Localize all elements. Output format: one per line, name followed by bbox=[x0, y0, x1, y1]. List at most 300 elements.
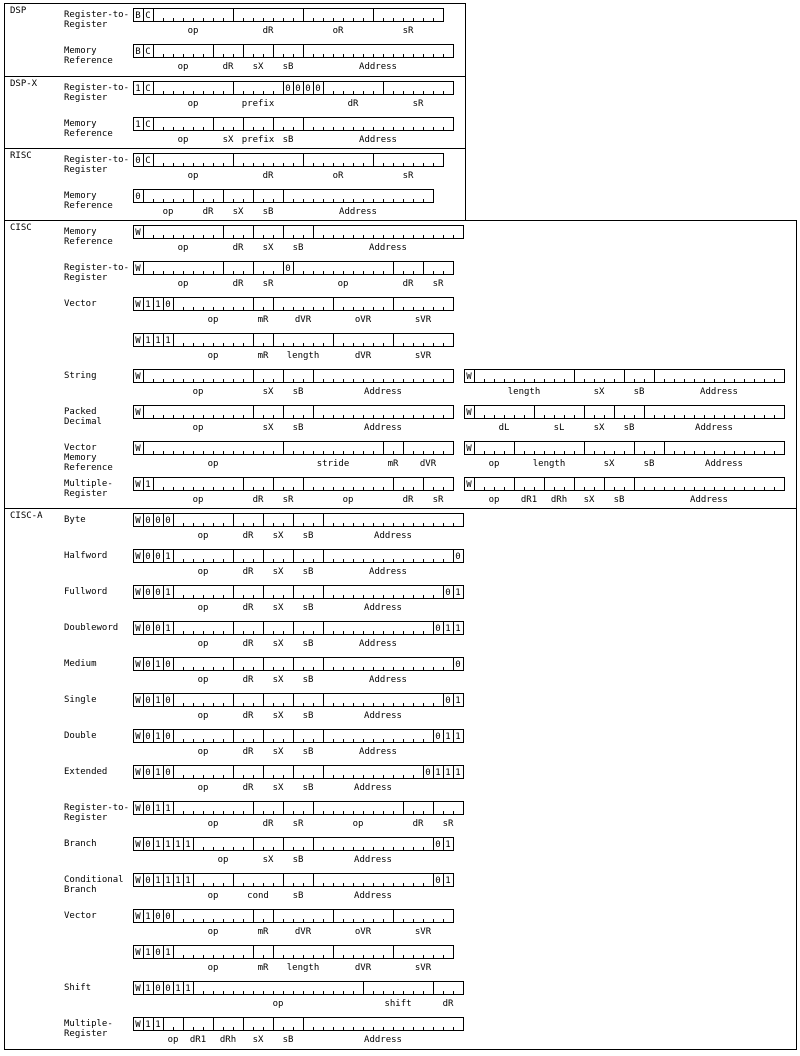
section-cisc-a-row-10-fixed-bit: 1 bbox=[175, 876, 181, 886]
section-cisc-a-row-1-fixed-bit: W bbox=[135, 552, 141, 562]
section-cisc-a-row-6-field-sb: sB bbox=[302, 747, 314, 757]
section-cisc-row-4-right-field-sx: sX bbox=[593, 387, 605, 397]
section-cisc-row-2-field-dvr: dVR bbox=[294, 315, 312, 325]
section-dsp-row-0-field-sr: sR bbox=[402, 26, 414, 36]
section-cisc-a-row-2-fixed-bit: W bbox=[135, 588, 141, 598]
section-cisc-a-row-3-fixed-bit: 1 bbox=[455, 624, 461, 634]
section-cisc-a-row-10-field-address: Address bbox=[354, 891, 392, 901]
section-cisc-a-row-2-field-sb: sB bbox=[302, 603, 314, 613]
section-dsp-x-row-0-field-sr: sR bbox=[412, 99, 424, 109]
section-cisc-a-row-8-label: Register bbox=[64, 813, 108, 823]
section-dsp-row-0-fixed-bit: C bbox=[145, 11, 151, 21]
section-dsp-x-row-0-label: Register-to- bbox=[64, 83, 130, 93]
section-dsp-row-1-field-sx: sX bbox=[252, 62, 264, 72]
section-cisc-row-6-field-mr: mR bbox=[387, 459, 399, 469]
section-cisc-row-7-right-field-drh: dRh bbox=[550, 495, 568, 505]
section-cisc-a-row-8-fixed-bit: W bbox=[135, 804, 141, 814]
section-cisc-a-row-7-fixed-bit: 0 bbox=[425, 768, 431, 778]
section-cisc-a-row-3-field-address: Address bbox=[359, 639, 397, 649]
section-cisc-a-row-14-fixed-bit: 1 bbox=[155, 1020, 161, 1030]
section-title: DSP-X bbox=[10, 79, 38, 89]
section-dsp-x-row-1-field-op: op bbox=[177, 135, 189, 145]
section-cisc-row-4-right-field-sb: sB bbox=[633, 387, 645, 397]
section-cisc-a-row-9-fixed-bit: 1 bbox=[155, 840, 161, 850]
section-cisc-a-row-13-field-dr: dR bbox=[442, 999, 454, 1009]
section-risc-row-0-label: Register bbox=[64, 165, 108, 175]
section-cisc-row-3-field-op: op bbox=[207, 351, 219, 361]
section-cisc-a-row-5-fixed-bit: 1 bbox=[155, 696, 161, 706]
section-cisc-a-row-13-field-shift: shift bbox=[384, 999, 412, 1009]
section-cisc-row-6-label: Reference bbox=[64, 463, 113, 473]
section-risc-row-1-field-sb: sB bbox=[262, 207, 274, 217]
section-dsp-row-0-label: Register-to- bbox=[64, 10, 130, 20]
section-cisc-a-row-2-field-dr: dR bbox=[242, 603, 254, 613]
section-title: CISC-A bbox=[10, 511, 43, 521]
section-cisc-row-5-field-address: Address bbox=[364, 423, 402, 433]
section-cisc-a-row-6-fixed-bit: 0 bbox=[145, 732, 151, 742]
section-dsp-row-1-field-op: op bbox=[177, 62, 189, 72]
section-cisc-a-row-5-field-address: Address bbox=[364, 711, 402, 721]
section-cisc-row-6-field-dvr: dVR bbox=[419, 459, 437, 469]
section-cisc-a-row-10-label: Branch bbox=[64, 885, 97, 895]
section-cisc-a-row-10-fixed-bit: 0 bbox=[435, 876, 441, 886]
section-dsp-row-0-label: Register bbox=[64, 20, 108, 30]
section-cisc-row-7-label: Multiple- bbox=[64, 479, 113, 489]
section-cisc-a-row-13-fixed-bit: 0 bbox=[165, 984, 171, 994]
section-cisc-a-row-0-field-address: Address bbox=[374, 531, 412, 541]
section-cisc-a-row-14-field-sx: sX bbox=[252, 1035, 264, 1045]
section-cisc-a-row-10-fixed-bit: 1 bbox=[155, 876, 161, 886]
section-cisc-a-row-11-field-mr: mR bbox=[257, 927, 269, 937]
section-dsp-row-1-field-address: Address bbox=[359, 62, 397, 72]
section-cisc-row-1-field-op: op bbox=[177, 279, 189, 289]
section-cisc-a-row-1-field-address: Address bbox=[369, 567, 407, 577]
section-cisc-row-6-right-fixed-bit: W bbox=[466, 444, 472, 454]
section-cisc-row-3-fixed-bit: 1 bbox=[155, 336, 161, 346]
section-title: DSP bbox=[10, 6, 27, 16]
section-cisc-a-row-11-fixed-bit: 0 bbox=[155, 912, 161, 922]
section-cisc-row-5-right-field-sl: sL bbox=[553, 423, 565, 433]
section-cisc-a-row-5-fixed-bit: 0 bbox=[165, 696, 171, 706]
section-cisc-row-4-field-address: Address bbox=[364, 387, 402, 397]
section-cisc-a-row-7-fixed-bit: W bbox=[135, 768, 141, 778]
section-cisc-row-2-label: Vector bbox=[64, 299, 97, 309]
section-cisc-row-1-label: Register bbox=[64, 273, 108, 283]
section-cisc-row-2-fixed-bit: 0 bbox=[165, 300, 171, 310]
section-cisc-a-row-3-fixed-bit: 0 bbox=[145, 624, 151, 634]
section-dsp-x-row-1-fixed-bit: C bbox=[145, 120, 151, 130]
section-dsp-x-row-0-fixed-bit: C bbox=[145, 84, 151, 94]
section-cisc-a-row-10-label: Conditional bbox=[64, 875, 124, 885]
section-cisc-row-5-field-sb: sB bbox=[292, 423, 304, 433]
section-cisc-row-7-field-dr: dR bbox=[402, 495, 414, 505]
section-cisc-row-3-fixed-bit: 1 bbox=[165, 336, 171, 346]
section-risc-row-0-fixed-bit: C bbox=[145, 156, 151, 166]
section-cisc-a-row-6-fixed-bit: 0 bbox=[165, 732, 171, 742]
section-cisc-a-row-7-field-address: Address bbox=[354, 783, 392, 793]
section-dsp-x-row-1-field-prefix: prefix bbox=[241, 135, 275, 145]
section-risc-row-1-field-address: Address bbox=[339, 207, 377, 217]
section-cisc-a-row-1-fixed-bit: 0 bbox=[455, 552, 461, 562]
section-cisc-row-4-right-fixed-bit: W bbox=[466, 372, 472, 382]
section-cisc-a-row-4-field-dr: dR bbox=[242, 675, 254, 685]
section-dsp-row-1-field-sb: sB bbox=[282, 62, 294, 72]
section-cisc-a-row-1-field-dr: dR bbox=[242, 567, 254, 577]
section-cisc-a-row-9-fixed-bit: 1 bbox=[185, 840, 191, 850]
section-cisc-row-2-fixed-bit: W bbox=[135, 300, 141, 310]
section-cisc-row-5-right-field-dl: dL bbox=[498, 423, 510, 433]
section-cisc-a-row-6-fixed-bit: 1 bbox=[155, 732, 161, 742]
section-cisc-a-row-12-fixed-bit: 1 bbox=[165, 948, 171, 958]
section-cisc-row-2-fixed-bit: 1 bbox=[155, 300, 161, 310]
section-dsp-x-row-0-label: Register bbox=[64, 93, 108, 103]
section-cisc-row-1-fixed-bit: 0 bbox=[285, 264, 291, 274]
section-cisc-row-7-label: Register bbox=[64, 489, 108, 499]
section-cisc-row-6-right-field-length: length bbox=[532, 459, 566, 469]
section-dsp-x-row-1-field-sx: sX bbox=[222, 135, 234, 145]
section-dsp-row-0-field-op: op bbox=[187, 26, 199, 36]
section-cisc-a-row-5-field-sb: sB bbox=[302, 711, 314, 721]
section-cisc-row-6-field-stride: stride bbox=[316, 459, 350, 469]
section-cisc-a-row-10-fixed-bit: 1 bbox=[185, 876, 191, 886]
section-cisc-row-0-label: Memory bbox=[64, 227, 97, 237]
section-cisc-a-row-5-field-sx: sX bbox=[272, 711, 284, 721]
section-risc-row-0-box bbox=[134, 154, 444, 167]
section-cisc-a-row-9-field-op: op bbox=[217, 855, 229, 865]
section-cisc-a-row-3-field-dr: dR bbox=[242, 639, 254, 649]
section-cisc-a-row-10-field-op: op bbox=[207, 891, 219, 901]
section-cisc-a-row-0-fixed-bit: 0 bbox=[155, 516, 161, 526]
section-risc-row-1-field-dr: dR bbox=[202, 207, 214, 217]
section-cisc-a-row-8-field-op: op bbox=[352, 819, 364, 829]
section-dsp-row-0-field-or: oR bbox=[332, 26, 344, 36]
section-cisc-a-row-9-fixed-bit: 1 bbox=[175, 840, 181, 850]
section-cisc-row-5-right-field-address: Address bbox=[695, 423, 733, 433]
section-cisc-a-row-4-label: Medium bbox=[64, 659, 97, 669]
section-cisc-a-row-11-field-ovr: oVR bbox=[354, 927, 372, 937]
section-cisc-a-row-9-field-sx: sX bbox=[262, 855, 274, 865]
section-cisc-row-0-field-address: Address bbox=[369, 243, 407, 253]
section-cisc-row-4-label: String bbox=[64, 371, 97, 381]
section-cisc-a-row-5-label: Single bbox=[64, 695, 97, 705]
section-cisc-row-1-field-dr: dR bbox=[402, 279, 414, 289]
section-cisc-a-row-2-fixed-bit: 1 bbox=[455, 588, 461, 598]
section-cisc-a-row-12-field-op: op bbox=[207, 963, 219, 973]
section-cisc-a-row-4-fixed-bit: 1 bbox=[155, 660, 161, 670]
section-cisc-a-row-2-label: Fullword bbox=[64, 587, 108, 597]
section-cisc-row-6-fixed-bit: W bbox=[135, 444, 141, 454]
section-cisc-a-row-3-label: Doubleword bbox=[64, 623, 119, 633]
section-cisc-row-3-fixed-bit: 1 bbox=[145, 336, 151, 346]
section-risc-row-0-field-or: oR bbox=[332, 171, 344, 181]
section-cisc-a-row-8-fixed-bit: 0 bbox=[145, 804, 151, 814]
section-cisc-a-row-1-field-sx: sX bbox=[272, 567, 284, 577]
section-cisc-a-row-9-fixed-bit: 1 bbox=[445, 840, 451, 850]
section-cisc-a-row-9-fixed-bit: 0 bbox=[435, 840, 441, 850]
section-cisc-row-5-right-fixed-bit: W bbox=[466, 408, 472, 418]
section-cisc-a-row-1-field-op: op bbox=[197, 567, 209, 577]
section-cisc-a-row-11-field-svr: sVR bbox=[414, 927, 432, 937]
section-cisc-a-row-10-fixed-bit: 1 bbox=[445, 876, 451, 886]
section-cisc-a-row-6-field-op: op bbox=[197, 747, 209, 757]
section-cisc-a-row-5-field-op: op bbox=[197, 711, 209, 721]
section-cisc-row-7-field-op: op bbox=[192, 495, 204, 505]
section-dsp-x-row-0-fixed-bit: 0 bbox=[285, 84, 291, 94]
section-cisc-a-row-11-fixed-bit: W bbox=[135, 912, 141, 922]
section-dsp-x-row-0-field-dr: dR bbox=[347, 99, 359, 109]
section-dsp-x-row-1-label: Memory bbox=[64, 119, 97, 129]
section-cisc-row-6-right-field-sx: sX bbox=[603, 459, 615, 469]
section-cisc-a-row-0-field-sb: sB bbox=[302, 531, 314, 541]
section-cisc-a-row-14-field-sb: sB bbox=[282, 1035, 294, 1045]
section-cisc-row-7-field-op: op bbox=[342, 495, 354, 505]
section-cisc-row-6-right-field-sb: sB bbox=[643, 459, 655, 469]
section-cisc-row-5-field-sx: sX bbox=[262, 423, 274, 433]
section-cisc-row-7-field-sr: sR bbox=[432, 495, 444, 505]
section-cisc-row-1-field-sr: sR bbox=[262, 279, 274, 289]
section-cisc-a-row-6-field-sx: sX bbox=[272, 747, 284, 757]
section-cisc-a-row-4-field-op: op bbox=[197, 675, 209, 685]
section-cisc-a-row-4-field-sx: sX bbox=[272, 675, 284, 685]
section-cisc-a-row-0-field-sx: sX bbox=[272, 531, 284, 541]
section-cisc-a-row-12-field-dvr: dVR bbox=[354, 963, 372, 973]
section-cisc-row-7-fixed-bit: W bbox=[135, 480, 141, 490]
section-cisc-row-0-fixed-bit: W bbox=[135, 228, 141, 238]
section-cisc-a-row-11-fixed-bit: 0 bbox=[165, 912, 171, 922]
section-dsp-row-0-box bbox=[134, 9, 444, 22]
section-cisc-row-0-field-sb: sB bbox=[292, 243, 304, 253]
section-cisc-a-row-14-field-op: op bbox=[167, 1035, 179, 1045]
section-risc-row-0-field-dr: dR bbox=[262, 171, 274, 181]
section-cisc-row-0-label: Reference bbox=[64, 237, 113, 247]
section-cisc-a-row-12-field-svr: sVR bbox=[414, 963, 432, 973]
section-cisc-row-7-right-field-sx: sX bbox=[583, 495, 595, 505]
section-cisc-a-row-8-fixed-bit: 1 bbox=[155, 804, 161, 814]
section-cisc-a-row-7-fixed-bit: 0 bbox=[165, 768, 171, 778]
section-cisc-a-row-2-field-sx: sX bbox=[272, 603, 284, 613]
section-risc-row-1-label: Reference bbox=[64, 201, 113, 211]
section-cisc-a-row-5-fixed-bit: 1 bbox=[455, 696, 461, 706]
section-cisc-a-row-6-fixed-bit: W bbox=[135, 732, 141, 742]
section-cisc-a-row-7-field-dr: dR bbox=[242, 783, 254, 793]
section-dsp-x-row-0-field-prefix: prefix bbox=[241, 99, 275, 109]
section-cisc-a-row-8-field-dr: dR bbox=[412, 819, 424, 829]
section-cisc-a-row-0-field-dr: dR bbox=[242, 531, 254, 541]
section-cisc-a-row-9-fixed-bit: W bbox=[135, 840, 141, 850]
section-cisc-a-row-1-fixed-bit: 1 bbox=[165, 552, 171, 562]
section-cisc-row-5-right-field-sx: sX bbox=[593, 423, 605, 433]
section-cisc-row-7-field-sr: sR bbox=[282, 495, 294, 505]
section-risc-row-0-field-sr: sR bbox=[402, 171, 414, 181]
section-cisc-a-row-0-label: Byte bbox=[64, 515, 86, 525]
section-cisc-a-row-14-fixed-bit: W bbox=[135, 1020, 141, 1030]
section-cisc-a-row-11-field-op: op bbox=[207, 927, 219, 937]
section-cisc-a-row-13-field-op: op bbox=[272, 999, 284, 1009]
section-cisc-a-row-3-fixed-bit: 1 bbox=[165, 624, 171, 634]
section-cisc-row-2-field-ovr: oVR bbox=[354, 315, 372, 325]
section-dsp-x-row-0-fixed-bit: 0 bbox=[315, 84, 321, 94]
section-dsp-x-row-0-fixed-bit: 0 bbox=[295, 84, 301, 94]
section-cisc-row-6-label: Vector bbox=[64, 443, 97, 453]
section-cisc-a-row-3-fixed-bit: W bbox=[135, 624, 141, 634]
section-cisc-row-2-field-op: op bbox=[207, 315, 219, 325]
section-cisc-row-6-right-field-op: op bbox=[488, 459, 500, 469]
section-cisc-row-3-field-length: length bbox=[286, 351, 320, 361]
section-cisc-a-row-4-field-sb: sB bbox=[302, 675, 314, 685]
section-cisc-a-row-7-field-op: op bbox=[197, 783, 209, 793]
section-cisc-a-row-5-field-dr: dR bbox=[242, 711, 254, 721]
section-cisc-row-3-field-svr: sVR bbox=[414, 351, 432, 361]
section-dsp-x-row-1-label: Reference bbox=[64, 129, 113, 139]
section-cisc-a-row-12-fixed-bit: 1 bbox=[145, 948, 151, 958]
section-cisc-a-row-10-fixed-bit: 1 bbox=[165, 876, 171, 886]
section-cisc-row-0-field-sx: sX bbox=[262, 243, 274, 253]
section-cisc-row-1-label: Register-to- bbox=[64, 263, 130, 273]
section-cisc-row-6-right-field-address: Address bbox=[705, 459, 743, 469]
section-cisc-a-row-0-fixed-bit: W bbox=[135, 516, 141, 526]
section-dsp-row-1-field-dr: dR bbox=[222, 62, 234, 72]
section-dsp-row-1-label: Reference bbox=[64, 56, 113, 66]
section-cisc-a-row-14-fixed-bit: 1 bbox=[145, 1020, 151, 1030]
section-cisc-row-2-field-mr: mR bbox=[257, 315, 269, 325]
section-cisc-a-row-6-fixed-bit: 1 bbox=[445, 732, 451, 742]
section-cisc-row-7-right-field-op: op bbox=[488, 495, 500, 505]
section-risc-row-1-label: Memory bbox=[64, 191, 97, 201]
section-cisc-a-row-10-fixed-bit: W bbox=[135, 876, 141, 886]
section-cisc-a-row-3-fixed-bit: 0 bbox=[435, 624, 441, 634]
section-cisc-a-row-14-label: Multiple- bbox=[64, 1019, 113, 1029]
section-cisc-a-row-9-fixed-bit: 0 bbox=[145, 840, 151, 850]
section-cisc-row-7-fixed-bit: 1 bbox=[145, 480, 151, 490]
section-cisc-a-row-7-fixed-bit: 1 bbox=[445, 768, 451, 778]
section-cisc-a-row-9-field-sb: sB bbox=[292, 855, 304, 865]
section-cisc-a-row-8-field-sr: sR bbox=[442, 819, 454, 829]
section-cisc-a-row-14-field-address: Address bbox=[364, 1035, 402, 1045]
section-cisc-a-row-4-fixed-bit: 0 bbox=[165, 660, 171, 670]
section-cisc-row-0-field-dr: dR bbox=[232, 243, 244, 253]
section-cisc-a-row-3-field-sx: sX bbox=[272, 639, 284, 649]
section-cisc-row-4-field-sx: sX bbox=[262, 387, 274, 397]
section-cisc-a-row-8-field-dr: dR bbox=[262, 819, 274, 829]
section-cisc-row-4-field-sb: sB bbox=[292, 387, 304, 397]
section-cisc-row-6-label: Memory bbox=[64, 453, 97, 463]
section-cisc-row-3-fixed-bit: W bbox=[135, 336, 141, 346]
section-cisc-a-row-2-fixed-bit: 0 bbox=[445, 588, 451, 598]
section-cisc-a-row-2-field-address: Address bbox=[364, 603, 402, 613]
section-cisc-a-row-7-field-sx: sX bbox=[272, 783, 284, 793]
section-cisc-a-row-11-field-dvr: dVR bbox=[294, 927, 312, 937]
section-cisc-row-4-fixed-bit: W bbox=[135, 372, 141, 382]
section-cisc-a-row-3-fixed-bit: 0 bbox=[155, 624, 161, 634]
section-cisc-row-5-label: Packed bbox=[64, 407, 97, 417]
section-risc-row-0-field-op: op bbox=[187, 171, 199, 181]
section-cisc-row-5-fixed-bit: W bbox=[135, 408, 141, 418]
section-cisc-row-3-field-mr: mR bbox=[257, 351, 269, 361]
section-cisc-a-row-3-field-sb: sB bbox=[302, 639, 314, 649]
section-cisc-a-row-6-field-dr: dR bbox=[242, 747, 254, 757]
section-cisc-row-7-right-fixed-bit: W bbox=[466, 480, 472, 490]
section-cisc-a-row-7-label: Extended bbox=[64, 767, 108, 777]
section-cisc-a-row-2-field-op: op bbox=[197, 603, 209, 613]
section-cisc-a-row-1-fixed-bit: 0 bbox=[155, 552, 161, 562]
section-dsp-row-1-fixed-bit: B bbox=[135, 47, 141, 57]
section-cisc-a-row-6-fixed-bit: 0 bbox=[435, 732, 441, 742]
section-cisc-a-row-13-fixed-bit: 0 bbox=[155, 984, 161, 994]
section-cisc-a-row-0-fixed-bit: 0 bbox=[145, 516, 151, 526]
section-cisc-row-1-field-sr: sR bbox=[432, 279, 444, 289]
section-risc-row-1-field-sx: sX bbox=[232, 207, 244, 217]
section-cisc-row-7-right-field-dr1: dR1 bbox=[520, 495, 538, 505]
section-title: RISC bbox=[10, 151, 32, 161]
section-cisc-a-row-2-fixed-bit: 0 bbox=[145, 588, 151, 598]
section-dsp-row-1-label: Memory bbox=[64, 46, 97, 56]
section-cisc-row-7-right-field-sb: sB bbox=[613, 495, 625, 505]
section-dsp-row-0-fixed-bit: B bbox=[135, 11, 141, 21]
section-cisc-row-3-field-dvr: dVR bbox=[354, 351, 372, 361]
section-cisc-a-row-7-fixed-bit: 1 bbox=[435, 768, 441, 778]
section-cisc-a-row-13-fixed-bit: W bbox=[135, 984, 141, 994]
section-cisc-row-2-field-svr: sVR bbox=[414, 315, 432, 325]
section-dsp-row-0-field-dr: dR bbox=[262, 26, 274, 36]
section-cisc-a-row-13-fixed-bit: 1 bbox=[175, 984, 181, 994]
section-dsp-x-row-0-fixed-bit: 0 bbox=[305, 84, 311, 94]
section-cisc-a-row-10-fixed-bit: 0 bbox=[145, 876, 151, 886]
section-dsp-x-row-1-field-address: Address bbox=[359, 135, 397, 145]
section-cisc-a-row-13-label: Shift bbox=[64, 983, 92, 993]
section-cisc-a-row-0-fixed-bit: 0 bbox=[165, 516, 171, 526]
section-cisc-a-row-13-fixed-bit: 1 bbox=[185, 984, 191, 994]
section-cisc-a-row-8-field-sr: sR bbox=[292, 819, 304, 829]
section-cisc-a-row-7-field-sb: sB bbox=[302, 783, 314, 793]
section-cisc-a-row-4-fixed-bit: 0 bbox=[145, 660, 151, 670]
section-cisc-row-4-right-field-address: Address bbox=[700, 387, 738, 397]
section-title: CISC bbox=[10, 223, 32, 233]
section-cisc-a-row-6-field-address: Address bbox=[359, 747, 397, 757]
section-cisc-a-row-14-field-drh: dRh bbox=[219, 1035, 237, 1045]
section-cisc-row-1-field-op: op bbox=[337, 279, 349, 289]
section-dsp-x-row-0-field-op: op bbox=[187, 99, 199, 109]
section-cisc-a-row-9-fixed-bit: 1 bbox=[165, 840, 171, 850]
section-cisc-a-row-5-fixed-bit: W bbox=[135, 696, 141, 706]
section-cisc-row-6-field-op: op bbox=[207, 459, 219, 469]
section-cisc-row-1-fixed-bit: W bbox=[135, 264, 141, 274]
section-cisc-a-row-12-field-mr: mR bbox=[257, 963, 269, 973]
section-cisc-a-row-12-fixed-bit: 0 bbox=[155, 948, 161, 958]
section-cisc-a-row-2-fixed-bit: 0 bbox=[155, 588, 161, 598]
section-cisc-a-row-6-label: Double bbox=[64, 731, 97, 741]
section-cisc-a-row-4-fixed-bit: W bbox=[135, 660, 141, 670]
section-cisc-a-row-8-fixed-bit: 1 bbox=[165, 804, 171, 814]
section-dsp-x-row-0-fixed-bit: 1 bbox=[135, 84, 141, 94]
section-cisc-row-4-field-op: op bbox=[192, 387, 204, 397]
section-cisc-a-row-14-field-dr1: dR1 bbox=[189, 1035, 207, 1045]
section-risc-row-1-field-op: op bbox=[162, 207, 174, 217]
section-cisc-a-row-9-label: Branch bbox=[64, 839, 97, 849]
section-risc-row-1-fixed-bit: 0 bbox=[135, 192, 141, 202]
section-cisc-a-row-6-fixed-bit: 1 bbox=[455, 732, 461, 742]
section-cisc-a-row-14-label: Register bbox=[64, 1029, 108, 1039]
section-cisc-a-row-5-fixed-bit: 0 bbox=[445, 696, 451, 706]
section-cisc-a-row-1-label: Halfword bbox=[64, 551, 108, 561]
section-cisc-a-row-2-fixed-bit: 1 bbox=[165, 588, 171, 598]
section-dsp-x-row-1-field-sb: sB bbox=[282, 135, 294, 145]
section-cisc-a-row-1-field-sb: sB bbox=[302, 567, 314, 577]
section-cisc-a-row-7-fixed-bit: 1 bbox=[455, 768, 461, 778]
section-dsp-x-row-1-fixed-bit: 1 bbox=[135, 120, 141, 130]
section-cisc-a-row-5-fixed-bit: 0 bbox=[145, 696, 151, 706]
section-cisc-a-row-4-fixed-bit: 0 bbox=[455, 660, 461, 670]
section-risc-row-0-fixed-bit: 0 bbox=[135, 156, 141, 166]
